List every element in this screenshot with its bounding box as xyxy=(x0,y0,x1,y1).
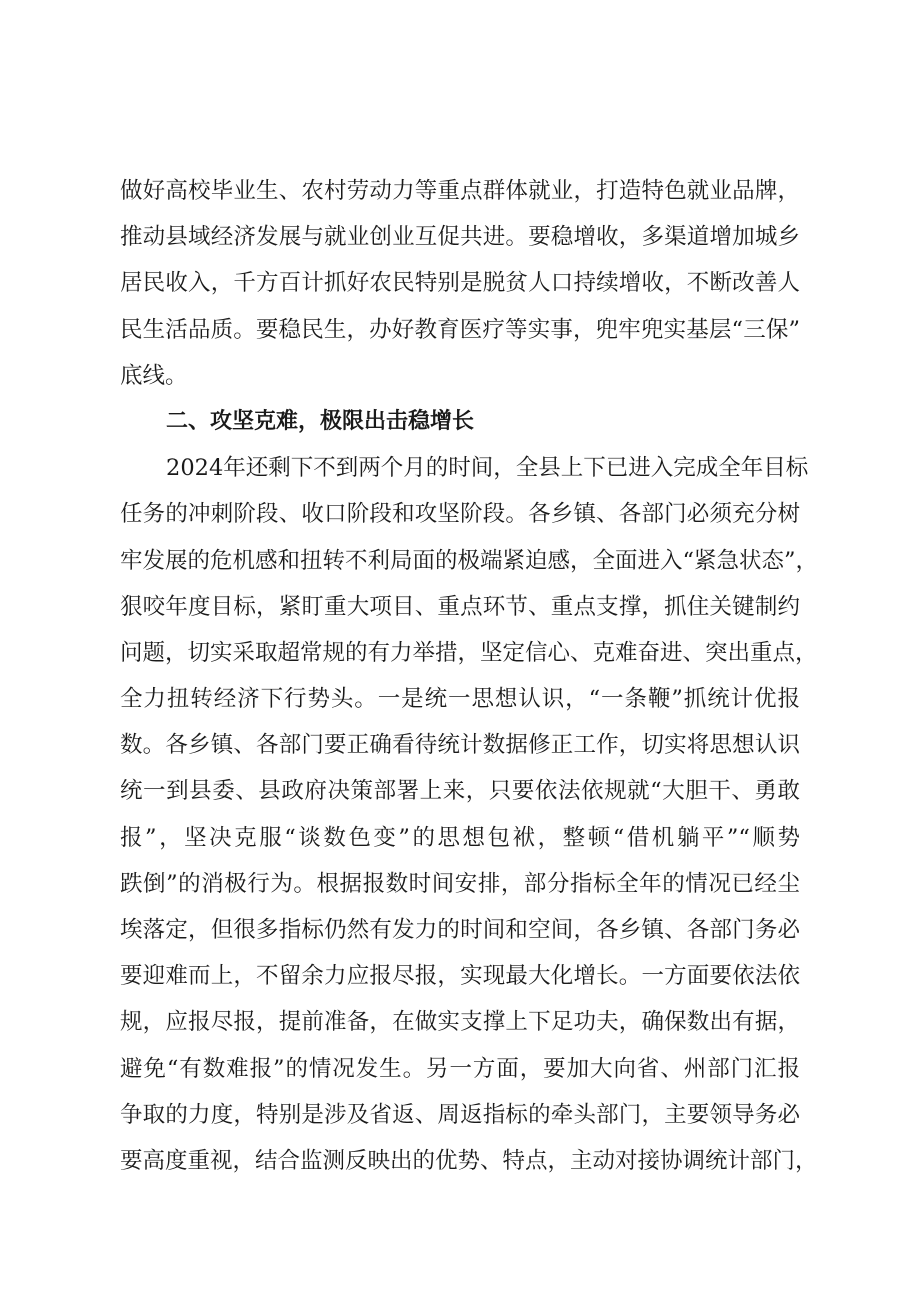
text-line: 埃落定，但很多指标仍然有发力的时间和空间，各乡镇、各部门务必 xyxy=(120,917,800,943)
text-line: 问题，切实采取超常规的有力举措，坚定信心、克难奋进、突出重点， xyxy=(120,639,818,666)
text-line: 跌倒”的消极行为。根据报数时间安排，部分指标全年的情况已经尘 xyxy=(120,870,800,897)
text-line: 居民收入，千方百计抓好农民特别是脱贫人口持续增收，不断改善人 xyxy=(120,270,800,297)
text-line: 牢发展的危机感和扭转不利局面的极端紧迫感，全面进入“紧急状态”， xyxy=(120,547,819,574)
text-line: 争取的力度，特别是涉及省返、周返指标的牵头部门，主要领导务必 xyxy=(120,1101,800,1128)
text-line: 做好高校毕业生、农村劳动力等重点群体就业，打造特色就业品牌， xyxy=(120,178,800,204)
text-line: 统一到县委、县政府决策部署上来，只要依法依规就“大胆干、勇敢 xyxy=(120,778,800,805)
text-line: 狠咬年度目标，紧盯重大项目、重点环节、重点支撑，抓住关键制约 xyxy=(120,593,800,620)
text-line: 底线。 xyxy=(120,362,188,389)
text-line: 民生活品质。要稳民生，办好教育医疗等实事，兜牢兜实基层“三保” xyxy=(120,316,800,343)
section-heading: 二、攻坚克难，极限出击稳增长 xyxy=(166,408,475,434)
text-line: 任务的冲刺阶段、收口阶段和攻坚阶段。各乡镇、各部门必须充分树 xyxy=(120,501,800,528)
text-line: 避免“有数难报”的情况发生。另一方面，要加大向省、州部门汇报 xyxy=(120,1055,800,1082)
paragraph-2 xyxy=(120,445,819,1184)
text-line: 2024年还剩下不到两个月的时间，全县上下已进入完成全年目标 xyxy=(166,455,809,482)
text-line: 推动县域经济发展与就业创业互促共进。要稳增收，多渠道增加城乡 xyxy=(120,224,800,251)
text-line: 规，应报尽报，提前准备，在做实支撑上下足功夫，确保数出有据， xyxy=(120,1009,800,1036)
text-line: 要迎难而上，不留余力应报尽报，实现最大化增长。一方面要依法依 xyxy=(120,963,800,990)
text-line: 报”，坚决克服“谈数色变”的思想包袱，整顿“借机躺平”“顺势 xyxy=(120,824,800,851)
document-page xyxy=(120,168,819,1184)
text-line: 数。各乡镇、各部门要正确看待统计数据修正工作，切实将思想认识 xyxy=(120,732,800,759)
text-line: 要高度重视，结合监测反映出的优势、特点，主动对接协调统计部门， xyxy=(120,1147,818,1174)
paragraph-1 xyxy=(120,168,800,399)
text-line: 全力扭转经济下行势头。一是统一思想认识，“一条鞭”抓统计优报 xyxy=(120,686,800,713)
